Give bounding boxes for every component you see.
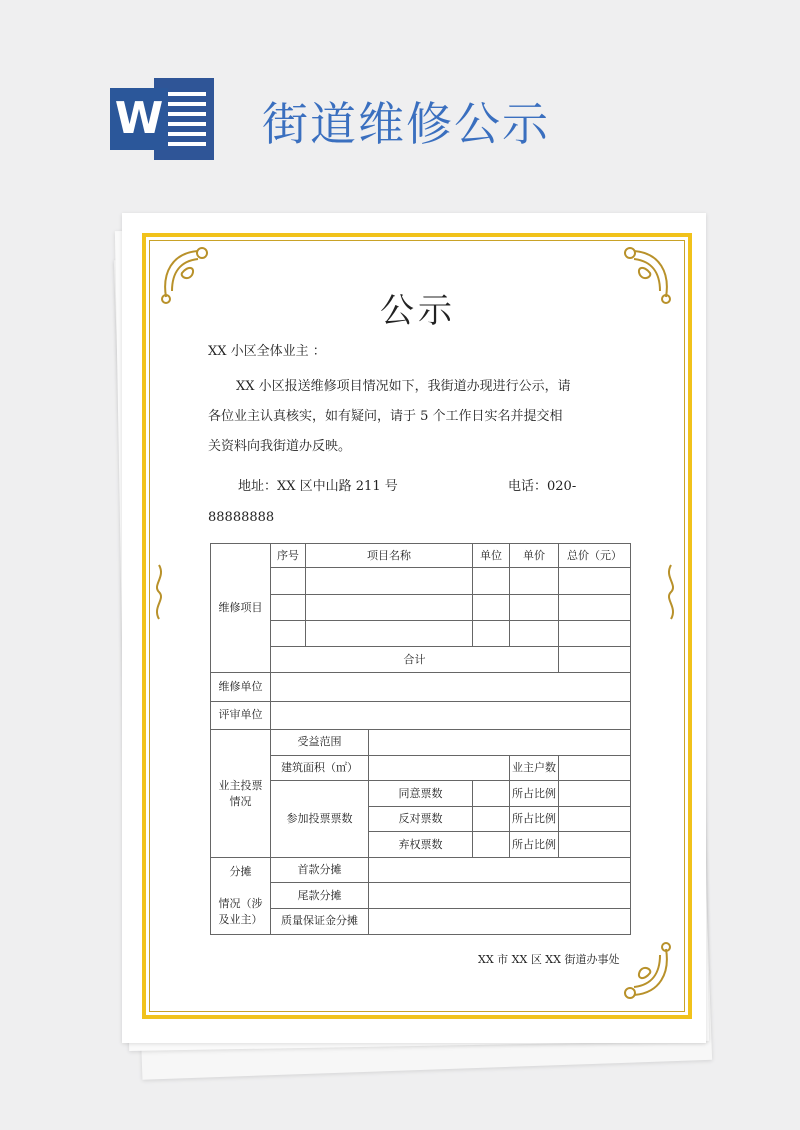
table-cell[interactable] xyxy=(473,568,510,594)
repair-items-label: 维修项目 xyxy=(211,544,271,673)
ratio-cell[interactable] xyxy=(559,781,631,806)
notice-title: 公示 xyxy=(380,291,456,331)
col-unit-header: 单位 xyxy=(473,544,510,568)
body-line: 各位业主认真核实，如有疑问，请于 5 个工作日实名并提交相 xyxy=(208,409,563,424)
against-label: 反对票数 xyxy=(369,806,473,831)
final-payment-label: 尾款分摊 xyxy=(271,883,369,908)
owner-households-cell[interactable] xyxy=(559,756,631,781)
table-cell[interactable] xyxy=(271,568,306,594)
abstain-label: 弃权票数 xyxy=(369,831,473,857)
body-line: 关资料向我街道办反映。 xyxy=(208,439,352,454)
phone-number: 88888888 xyxy=(208,510,275,525)
allocation-label-line: 及业主） xyxy=(218,913,263,927)
word-app-icon xyxy=(110,78,214,160)
table-cell[interactable] xyxy=(271,594,306,620)
ratio-cell[interactable] xyxy=(559,831,631,857)
table-cell[interactable] xyxy=(559,620,631,646)
repair-unit-label: 维修单位 xyxy=(211,673,271,701)
building-area-label: 建筑面积（㎡） xyxy=(271,756,369,781)
table-cell[interactable] xyxy=(306,568,473,594)
review-unit-cell[interactable] xyxy=(271,701,631,729)
col-total-header: 总价（元） xyxy=(559,544,631,568)
phone-label: 电话：020- xyxy=(508,479,577,494)
issuer-signature: XX 市 XX 区 XX 街道办事处 xyxy=(478,953,620,966)
sum-label: 合计 xyxy=(271,647,559,673)
corner-ornament-icon xyxy=(612,941,674,1003)
col-price-header: 单价 xyxy=(510,544,559,568)
warranty-label: 质量保证金分摊 xyxy=(271,908,369,934)
final-payment-cell[interactable] xyxy=(369,883,631,908)
table-cell[interactable] xyxy=(473,620,510,646)
table-cell[interactable] xyxy=(271,620,306,646)
side-ornament-icon xyxy=(152,563,166,621)
repair-unit-cell[interactable] xyxy=(271,673,631,701)
vote-label-line: 情况 xyxy=(229,794,252,808)
vote-count-label: 参加投票票数 xyxy=(271,781,369,858)
vote-label-line: 业主投票 xyxy=(218,778,263,792)
warranty-cell[interactable] xyxy=(369,908,631,934)
table-cell[interactable] xyxy=(306,620,473,646)
col-no-header: 序号 xyxy=(271,544,306,568)
ratio-label: 所占比例 xyxy=(510,831,559,857)
address: 地址：XX 区中山路 211 号 xyxy=(238,479,398,494)
document-title: 街道维修公示 xyxy=(262,97,550,151)
agree-cell[interactable] xyxy=(473,781,510,806)
against-cell[interactable] xyxy=(473,806,510,831)
building-area-cell[interactable] xyxy=(369,756,510,781)
table-cell[interactable] xyxy=(510,594,559,620)
table-cell[interactable] xyxy=(559,594,631,620)
side-ornament-icon xyxy=(664,563,678,621)
agree-label: 同意票数 xyxy=(369,781,473,806)
table-cell[interactable] xyxy=(559,568,631,594)
table-cell[interactable] xyxy=(510,568,559,594)
vote-label xyxy=(211,729,271,857)
ratio-label: 所占比例 xyxy=(510,781,559,806)
table-cell[interactable] xyxy=(473,594,510,620)
salutation: XX 小区全体业主 ： xyxy=(208,344,326,359)
owner-households-label: 业主户数 xyxy=(510,756,559,781)
sum-value-cell[interactable] xyxy=(559,647,631,673)
table-cell[interactable] xyxy=(510,620,559,646)
benefit-scope-cell[interactable] xyxy=(369,729,631,755)
allocation-label-line: 分摊 xyxy=(229,865,252,879)
first-payment-cell[interactable] xyxy=(369,858,631,883)
repair-form-table xyxy=(210,543,631,935)
first-payment-label: 首款分摊 xyxy=(271,858,369,883)
ratio-cell[interactable] xyxy=(559,806,631,831)
review-unit-label: 评审单位 xyxy=(211,701,271,729)
abstain-cell[interactable] xyxy=(473,831,510,857)
benefit-scope-label: 受益范围 xyxy=(271,729,369,755)
table-cell[interactable] xyxy=(306,594,473,620)
ratio-label: 所占比例 xyxy=(510,806,559,831)
notice-page xyxy=(122,213,706,1043)
body-line: XX 小区报送维修项目情况如下，我街道办现进行公示，请 xyxy=(236,379,571,394)
allocation-label-line: 情况（涉 xyxy=(218,897,263,911)
word-letter-badge: W xyxy=(110,88,168,150)
allocation-label xyxy=(211,858,271,935)
col-name-header: 项目名称 xyxy=(306,544,473,568)
